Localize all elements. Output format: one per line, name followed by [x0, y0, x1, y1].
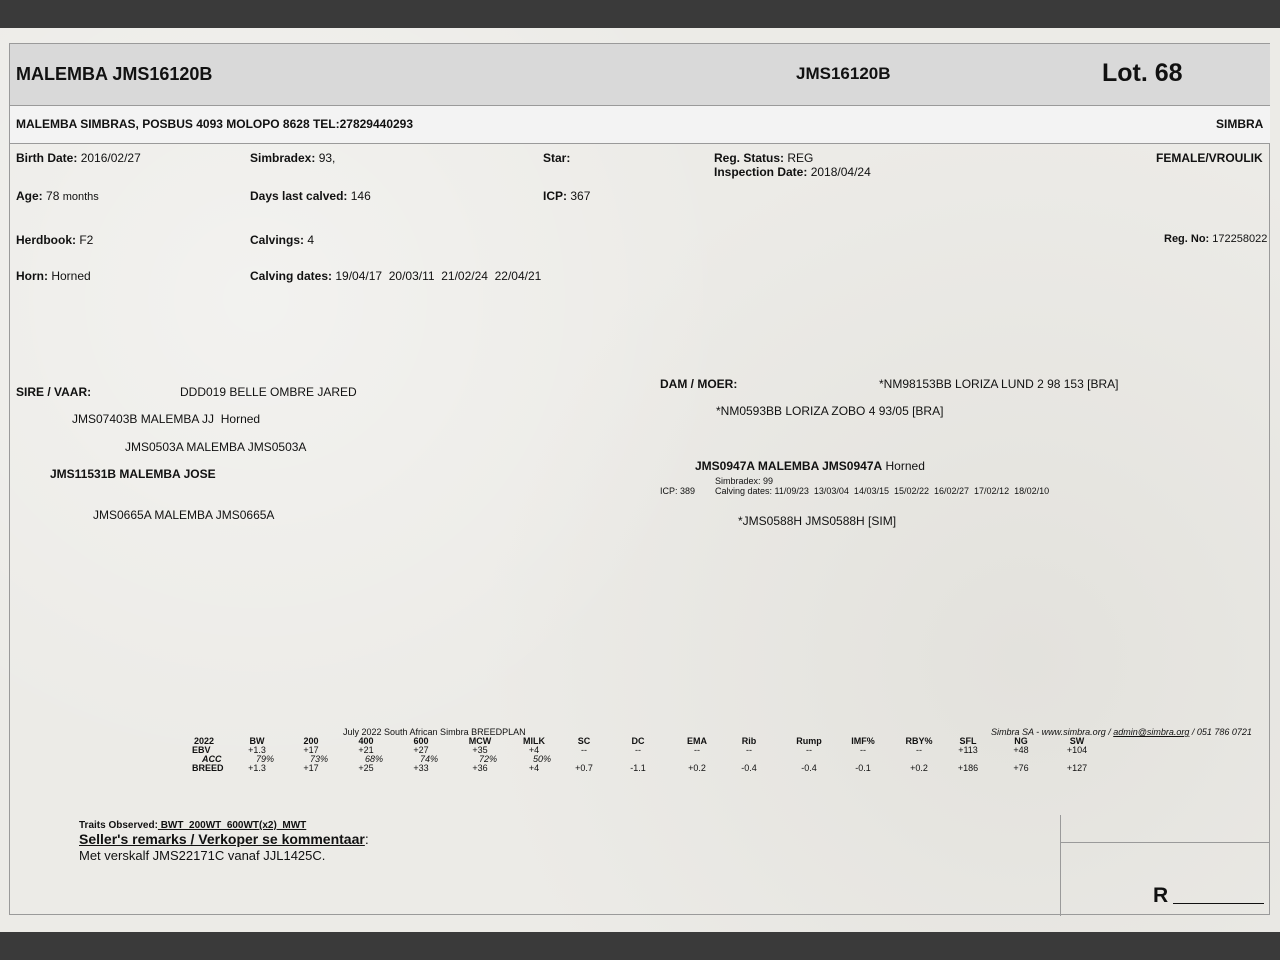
reg-no-value: 172258022	[1212, 233, 1268, 245]
ebv-value-sfl: +113	[958, 745, 978, 755]
ebv-col-header-sfl: SFL	[959, 736, 977, 746]
acc-value-400: 68%	[364, 754, 383, 764]
dam-simbradex: Simbradex: 99	[715, 476, 774, 486]
price-currency: R	[1153, 884, 1169, 907]
breed-value-mcw: +36	[472, 763, 488, 773]
reg-status-label: Reg. Status:	[714, 151, 785, 165]
ebv-value-rump: --	[806, 745, 812, 755]
ebv-value-ema: --	[694, 745, 700, 755]
credit-email-link[interactable]: admin@simbra.org	[1113, 727, 1190, 737]
ebv-col-header-rib: Rib	[741, 736, 757, 746]
simbradex-label: Simbradex:	[250, 151, 316, 165]
sex: FEMALE/VROULIK	[1156, 151, 1263, 165]
reg-status-value: REG	[787, 151, 814, 165]
breed-value-400: +25	[358, 763, 374, 773]
acc-value-600: 74%	[419, 754, 438, 764]
credit-phone: / 051 786 0721	[1189, 727, 1252, 737]
ebv-col-header-400: 400	[358, 736, 374, 746]
sire-line-2: JMS07403B MALEMBA JJ Horned	[72, 412, 261, 426]
breed-value-sc: +0.7	[575, 763, 593, 773]
ebv-value-sc: --	[581, 745, 587, 755]
birth-date-value: 2016/02/27	[80, 151, 141, 165]
ebv-col-header-sc: SC	[577, 736, 591, 746]
dam-main-line	[695, 459, 925, 473]
animal-id: JMS16120B	[796, 64, 891, 83]
sire-main: JMS11531B MALEMBA JOSE	[50, 467, 216, 481]
days-last-calved-label: Days last calved:	[250, 189, 348, 203]
breed-value-sfl: +186	[957, 763, 979, 773]
dam-calving-dates: Calving dates: 11/09/23 13/03/04 14/03/15 15/02/22 16/02/27 17/02/12 18/02/10	[715, 486, 1050, 496]
seller-remarks-heading	[79, 831, 369, 847]
breed-value-ema: +0.2	[688, 763, 706, 773]
ebv-col-header-ng: NG	[1014, 736, 1028, 746]
ebv-col-header-imf-pct: IMF%	[851, 736, 875, 746]
inspection-date-label: Inspection Date:	[714, 165, 808, 179]
breed-value-sw: +127	[1066, 763, 1088, 773]
ebv-col-header-mcw: MCW	[468, 736, 492, 746]
sire-dam: JMS0665A MALEMBA JMS0665A	[93, 508, 275, 522]
traits-value: BWT 200WT 600WT(x2) MWT	[157, 820, 307, 831]
calvings-label: Calvings:	[250, 233, 305, 247]
ebv-value-mcw: +35	[472, 745, 488, 755]
breed-value-rump: -0.4	[801, 763, 817, 773]
breed-value-rib: -0.4	[741, 763, 757, 773]
acc-value-bw: 79%	[255, 754, 274, 764]
inspection-date-value: 2018/04/24	[810, 165, 871, 179]
sire-sire: DDD019 BELLE OMBRE JARED	[180, 385, 357, 399]
breed-value-rby-pct: +0.2	[910, 763, 928, 773]
inspection-date	[714, 165, 871, 179]
horn-value: Horned	[51, 269, 91, 283]
ebv-value-ng: +48	[1013, 745, 1029, 755]
birth-date	[16, 151, 141, 165]
icp-label: ICP:	[543, 189, 567, 203]
herdbook	[16, 233, 93, 247]
sire-line-3: JMS0503A MALEMBA JMS0503A	[125, 440, 307, 454]
breed-row-label: BREED	[192, 763, 224, 773]
lot-card	[0, 28, 1280, 932]
ebv-col-header-sw: SW	[1069, 736, 1085, 746]
breed-name: SIMBRA	[1216, 117, 1264, 131]
simbradex-value: 93,	[318, 151, 336, 165]
breed-value-milk: +4	[528, 763, 540, 773]
breed-value-dc: -1.1	[630, 763, 646, 773]
days-last-calved	[250, 189, 371, 203]
ebv-value-sw: +104	[1066, 745, 1088, 755]
calving-dates-label: Calving dates:	[250, 269, 333, 283]
acc-value-200: 73%	[309, 754, 328, 764]
dam-label: DAM / MOER:	[660, 377, 738, 391]
horn	[16, 269, 91, 283]
icp-value: 367	[570, 189, 591, 203]
traits-label: Traits Observed:	[79, 820, 158, 831]
calvings	[250, 233, 314, 247]
ebv-value-200: +17	[303, 745, 319, 755]
price-blank-line[interactable]	[1173, 903, 1264, 904]
breed-value-ng: +76	[1013, 763, 1029, 773]
reg-no	[1164, 233, 1267, 245]
traits-observed	[79, 820, 306, 831]
remarks-box-right	[1060, 815, 1061, 916]
lot-number: Lot. 68	[1102, 59, 1183, 87]
herdbook-value: F2	[79, 233, 94, 247]
birth-date-label: Birth Date:	[16, 151, 78, 165]
ebv-value-400: +21	[358, 745, 374, 755]
ebv-col-header-600: 600	[413, 736, 429, 746]
breed-value-imf-pct: -0.1	[855, 763, 871, 773]
days-last-calved-value: 146	[350, 189, 371, 203]
credit-site: Simbra SA - www.simbra.org /	[991, 727, 1114, 737]
simbradex	[250, 151, 335, 165]
ebv-col-header-milk: MILK	[523, 736, 545, 746]
age-label: Age:	[16, 189, 43, 203]
age	[16, 189, 99, 203]
ebv-year: 2022	[194, 736, 215, 746]
dam-icp: ICP: 389	[660, 486, 696, 496]
calving-dates	[250, 269, 541, 283]
dam-dam: *JMS0588H JMS0588H [SIM]	[738, 514, 897, 528]
ebv-col-header-ema: EMA	[687, 736, 707, 746]
animal-name: MALEMBA JMS16120B	[16, 64, 213, 84]
ebv-col-header-rby-pct: RBY%	[905, 736, 933, 746]
acc-row-label: ACC	[202, 754, 222, 764]
dam-sire: *NM0593BB LORIZA ZOBO 4 93/05 [BRA]	[716, 404, 944, 418]
ebv-value-rib: --	[746, 745, 752, 755]
ebv-row-label: EBV	[192, 745, 211, 755]
seller-remarks-colon: :	[364, 831, 369, 847]
dam-main: JMS0947A MALEMBA JMS0947A	[695, 459, 883, 473]
icp	[543, 189, 590, 203]
breedplan-title: July 2022 South African Simbra BREEDPLAN	[343, 727, 526, 737]
ebv-value-dc: --	[635, 745, 641, 755]
breed-value-200: +17	[303, 763, 319, 773]
herdbook-label: Herdbook:	[16, 233, 76, 247]
calvings-value: 4	[307, 233, 315, 247]
breed-value-600: +33	[413, 763, 429, 773]
ebv-value-600: +27	[413, 745, 429, 755]
owner-address: MALEMBA SIMBRAS, POSBUS 4093 MOLOPO 8628 TEL:27829440293	[16, 117, 414, 131]
reg-status	[714, 151, 813, 165]
horn-label: Horn:	[16, 269, 48, 283]
age-value: 78	[46, 189, 60, 203]
breed-value-bw: +1.3	[248, 763, 266, 773]
price-box-top	[1060, 842, 1270, 843]
ebv-col-header-bw: BW	[249, 736, 265, 746]
reg-no-label: Reg. No:	[1164, 233, 1210, 245]
age-unit: months	[62, 191, 99, 203]
calving-dates-value: 19/04/17 20/03/11 21/02/24 22/04/21	[335, 269, 542, 283]
seller-remarks-label: Seller's remarks / Verkoper se kommentaar	[79, 831, 365, 847]
acc-value-mcw: 72%	[478, 754, 497, 764]
star-label: Star:	[543, 151, 571, 165]
acc-value-milk: 50%	[532, 754, 551, 764]
sire-label: SIRE / VAAR:	[16, 385, 92, 399]
ebv-col-header-rump: Rump	[796, 736, 822, 746]
seller-comment: Met verskalf JMS22171C vanaf JJL1425C.	[79, 848, 326, 863]
ebv-value-imf-pct: --	[860, 745, 866, 755]
ebv-value-rby-pct: --	[916, 745, 922, 755]
ebv-value-milk: +4	[528, 745, 540, 755]
ebv-col-header-dc: DC	[631, 736, 645, 746]
dam-horn: Horned	[885, 459, 925, 473]
ebv-value-bw: +1.3	[248, 745, 266, 755]
ebv-col-header-200: 200	[303, 736, 319, 746]
dam-sire-sire: *NM98153BB LORIZA LUND 2 98 153 [BRA]	[879, 377, 1119, 391]
